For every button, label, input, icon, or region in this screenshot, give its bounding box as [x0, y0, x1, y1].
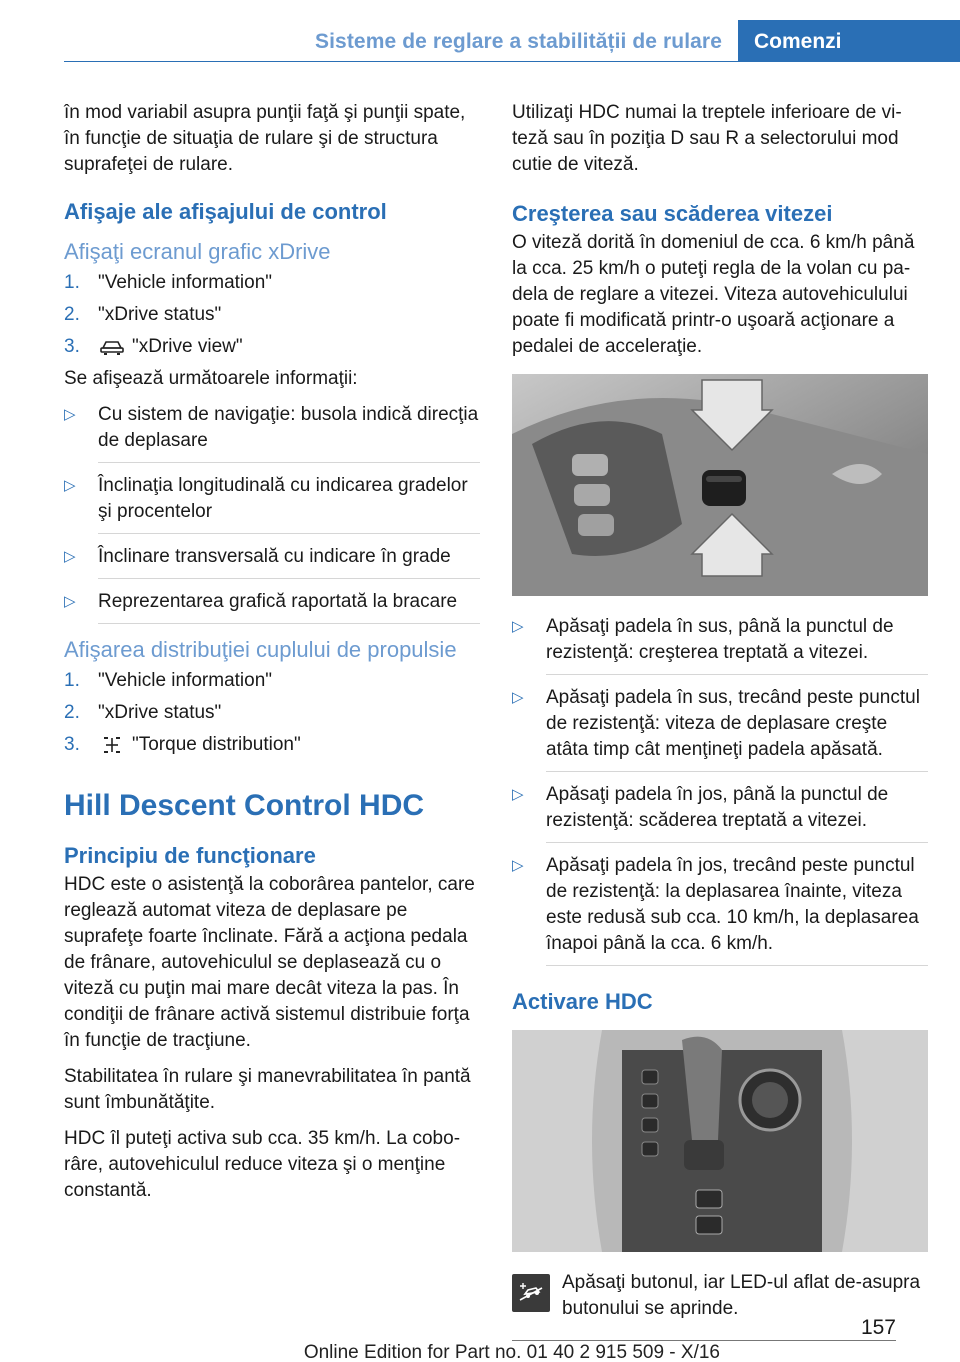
- speed-paragraph: O viteză dorită în domeniul de cca. 6 km/h până la cca. 25 km/h o puteţi regla de la volan cu padela de reglare a vitezei. Viteza autovehiculului poate fi modificată printr-o uşoară acţionare a pedalei de acceleraţie.: [512, 232, 915, 357]
- heading-control-displays: Afişaje ale afişajului de control: [64, 199, 387, 224]
- triangle-bullet-icon: ▷: [64, 477, 76, 494]
- triangle-bullet-icon: ▷: [512, 618, 524, 635]
- triangle-bullet-icon: ▷: [512, 857, 524, 874]
- info-lead: Se afişează următoarele informaţii:: [64, 368, 358, 389]
- left-column: [64, 100, 480, 1214]
- heading-torque-distribution: Afişarea distribuţiei cuplului de propulsie: [64, 637, 457, 662]
- footer-rule: [512, 1340, 896, 1341]
- page-footer: [0, 1300, 960, 1362]
- list-item: ▷ Apăsaţi padela în jos, până la punctul de rezistenţă: scăderea treptată a vitezei.: [512, 782, 928, 843]
- list-item: 2. "xDrive status": [64, 702, 222, 723]
- page-header: [0, 0, 960, 62]
- list-item: ▷ Înclinare transversală cu indicare în grade: [64, 544, 480, 579]
- header-rule: [64, 61, 960, 62]
- triangle-bullet-icon: ▷: [512, 786, 524, 803]
- xdrive-view-icon: [98, 338, 126, 356]
- heading-hdc: Hill Descent Control HDC: [64, 789, 425, 822]
- list-item: ▷ Reprezentarea grafică raportată la bracare: [64, 589, 480, 624]
- heading-activate-hdc: Activare HDC: [512, 989, 653, 1014]
- list-item: ▷ Apăsaţi padela în sus, trecând peste punctul de rezistenţă: viteza de deplasare creşte atâta timp cât menţineţi padela apăsată.: [512, 685, 928, 772]
- list-item: 2. "xDrive status": [64, 304, 222, 325]
- xdrive-steps: [64, 270, 480, 360]
- triangle-bullet-icon: ▷: [512, 689, 524, 706]
- list-item: ▷ Înclinaţia longitudinală cu indicarea gradelor şi procentelor: [64, 473, 480, 534]
- list-item: 1. "Vehicle information": [64, 272, 273, 293]
- steering-wheel-paddle-image: [512, 374, 928, 596]
- gears-paragraph: Utilizaţi HDC numai la treptele inferioare de viteză sau în poziţia D sau R a selectorului mod cutie de viteză.: [512, 102, 902, 175]
- heading-speed-adjust: Creşterea sau scăderea vitezei: [512, 201, 833, 226]
- intro-paragraph: în mod variabil asupra punţii faţă şi punţii spate, în funcţie de situaţia de rulare şi de structura suprafeţei de rulare.: [64, 102, 466, 175]
- heading-xdrive-screen: Afişaţi ecranul grafic xDrive: [64, 239, 331, 264]
- info-bullets: [64, 402, 480, 624]
- stability-paragraph: Stabilitatea în rulare şi manevrabilitatea în pantă sunt îmbunătăţite.: [64, 1066, 471, 1113]
- page-number: 157: [860, 1316, 896, 1339]
- hdc-note-text: Apăsaţi butonul, iar LED-ul aflat de-asupra butonului se aprinde.: [562, 1272, 921, 1319]
- torque-steps: [64, 668, 480, 758]
- heading-operating-principle: Principiu de funcţionare: [64, 843, 316, 868]
- list-item: ▷ Apăsaţi padela în sus, până la punctul de rezistenţă: creşterea treptată a vitezei.: [512, 614, 928, 675]
- activation-speed-paragraph: HDC îl puteţi activa sub cca. 35 km/h. La coborâre, autovehiculul reduce viteza şi o menţine constantă.: [64, 1128, 461, 1201]
- header-section-title: Sisteme de reglare a stabilității de rulare: [315, 30, 722, 53]
- center-console-image: [512, 1030, 928, 1252]
- list-item: 3. "Torque distribution": [64, 734, 301, 755]
- header-chapter-tab: Comenzi: [738, 20, 960, 62]
- list-item: ▷ Cu sistem de navigaţie: busola indică direcţia de deplasare: [64, 402, 480, 463]
- list-item: 1. "Vehicle information": [64, 670, 273, 691]
- torque-distribution-icon: [98, 736, 126, 754]
- triangle-bullet-icon: ▷: [64, 548, 76, 565]
- list-item: ▷ Apăsaţi padela în jos, trecând peste punctul de rezistenţă: la deplasarea înainte, viteza este redusă sub cca. 10 km/h, la deplasarea înapoi până la cca. 6 km/h.: [512, 853, 928, 966]
- principle-paragraph: HDC este o asistenţă la coborârea pantelor, care reglează automat viteza de deplasare pe suprafeţe foarte înclinate. Fără a acţiona pedala de frânare, autovehiculul se deplasează cu o viteză cu puţin mai mare decât viteza la pas. În condiţii de frânare activă sistemul distribuie forţa în funcţie de tracţiune.: [64, 874, 475, 1051]
- edition-label: Online Edition for Part no. 01 40 2 915 509 - X/16: [303, 1342, 720, 1362]
- right-column: [512, 100, 928, 1322]
- triangle-bullet-icon: ▷: [64, 593, 76, 610]
- paddle-bullets: [512, 614, 928, 966]
- list-item: 3. "xDrive view": [64, 336, 243, 357]
- triangle-bullet-icon: ▷: [64, 406, 76, 423]
